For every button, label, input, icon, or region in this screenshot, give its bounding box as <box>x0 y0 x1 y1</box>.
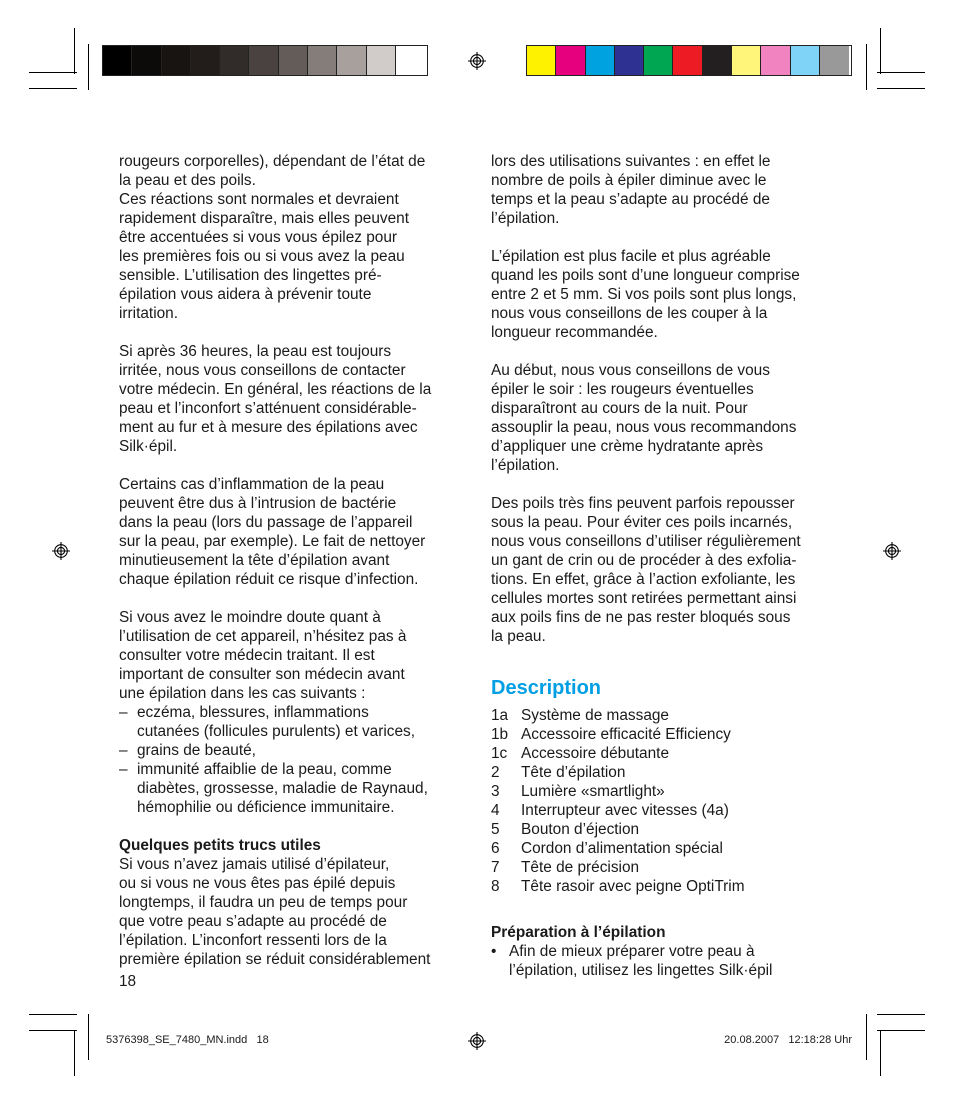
page-number: 18 <box>119 973 137 990</box>
section-title: Préparation à l’épilation <box>491 924 666 941</box>
color-swatch <box>191 46 220 75</box>
paragraph: Au début, nous vous conseillons de vous épiler le soir : les rougeurs éventuelles disparaîtront au cours de la nuit. Pour assouplir la peau, nous vous recommandons d’appliquer une crème hydratante après l’épilation. <box>491 362 797 474</box>
paragraph: Des poils très fins peuvent parfois repousser sous la peau. Pour éviter ces poils incarnés, nous vous conseillons d’utiliser régulièrement un gant de crin ou de procéder à des exfolia- tions. En effet, grâce à l’action exfoliante, les cellules mortes sont retirées permettant ainsi aux poils fins de ne pas rester bloqués sous la peau. <box>491 495 801 645</box>
registration-mark-icon <box>883 542 901 560</box>
color-swatch <box>732 46 761 75</box>
color-swatch <box>556 46 585 75</box>
crop-mark <box>88 44 89 90</box>
crop-mark <box>88 1014 89 1060</box>
crop-mark <box>880 28 881 74</box>
paragraph: Si vous n’avez jamais utilisé d’épilateur, ou si vous ne vous êtes pas épilé depuis longtemps, il faudra un peu de temps pour que votre peau s’adapte au procédé de l’épilation. L’inconfort ressenti lors de la première épilation se réduit considérablement <box>119 856 431 968</box>
color-swatch <box>586 46 615 75</box>
left-column <box>119 152 464 969</box>
section-title: Quelques petits trucs utiles <box>119 837 321 854</box>
crop-mark <box>29 1030 77 1031</box>
crop-mark <box>74 1030 75 1076</box>
color-swatch <box>103 46 132 75</box>
list-item: – immunité affaiblie de la peau, comme diabètes, grossesse, maladie de Raynaud, hémophilie ou déficience immunitaire. <box>119 760 464 817</box>
color-swatch <box>279 46 308 75</box>
list-item: 1a Système de massage <box>491 707 669 724</box>
right-column <box>491 152 836 980</box>
color-swatch <box>337 46 366 75</box>
color-swatch <box>367 46 396 75</box>
preparation-list <box>491 942 836 980</box>
paragraph: Si vous avez le moindre doute quant à l’utilisation de cet appareil, n’hésitez pas à consulter votre médecin traitant. Il est important de consulter son médecin avant une épilation dans les cas suivants : <box>119 609 407 702</box>
crop-mark <box>74 28 75 74</box>
condition-list <box>119 703 464 817</box>
color-swatch <box>396 46 425 75</box>
list-item: 2 Tête d’épilation <box>491 764 626 781</box>
color-swatch <box>527 46 556 75</box>
paragraph: Certains cas d’inflammation de la peau peuvent être dus à l’intrusion de bactérie dans la peau (lors du passage de l’appareil sur la peau, par exemple). Le fait de nettoyer minutieusement la tête d’épilation avant chaque épilation réduit ce risque d’infection. <box>119 476 426 588</box>
list-item: 8 Tête rasoir avec peigne OptiTrim <box>491 878 745 895</box>
cmyk-color-bar <box>526 45 852 76</box>
color-swatch <box>220 46 249 75</box>
color-swatch <box>615 46 644 75</box>
footer-file-info: 5376398_SE_7480_MN.indd 18 <box>106 1034 269 1046</box>
list-item: 3 Lumière «smartlight» <box>491 783 665 800</box>
list-item: – grains de beauté, <box>119 741 464 760</box>
registration-mark-icon <box>468 1032 486 1050</box>
footer-timestamp: 20.08.2007 12:18:28 Uhr <box>724 1034 852 1046</box>
color-swatch <box>820 46 849 75</box>
paragraph: lors des utilisations suivantes : en effet le nombre de poils à épiler diminue avec le temps et la peau s’adapte au procédé de l’épilation. <box>491 153 771 227</box>
description-heading: Description <box>491 677 602 699</box>
color-swatch <box>673 46 702 75</box>
color-swatch <box>644 46 673 75</box>
crop-mark <box>29 88 77 89</box>
list-item: 1c Accessoire débutante <box>491 745 670 762</box>
grayscale-color-bar <box>102 45 428 76</box>
list-item: 5 Bouton d’éjection <box>491 821 640 838</box>
color-swatch <box>703 46 732 75</box>
list-item: • Afin de mieux préparer votre peau à l’épilation, utilisez les lingettes Silk·épil <box>491 942 836 980</box>
crop-mark <box>866 44 867 90</box>
crop-mark <box>877 1030 925 1031</box>
color-swatch <box>791 46 820 75</box>
paragraph: Si après 36 heures, la peau est toujours irritée, nous vous conseillons de contacter votre médecin. En général, les réactions de la peau et l’inconfort s’atténuent considérable- ment au fur et à mesure des épilations avec Silk·épil. <box>119 343 432 455</box>
description-list <box>491 706 836 896</box>
color-swatch <box>761 46 790 75</box>
list-item: 1b Accessoire efficacité Efficiency <box>491 726 731 743</box>
color-swatch <box>249 46 278 75</box>
crop-mark <box>877 88 925 89</box>
registration-mark-icon <box>52 542 70 560</box>
paragraph: rougeurs corporelles), dépendant de l’état de la peau et des poils. Ces réactions sont normales et devraient rapidement disparaître, mais elles peuvent être accentuées si vous vous épilez pour les premières fois ou si vous avez la peau sensible. L’utilisation des lingettes pré- épilation vous aidera à prévenir toute irritation. <box>119 153 426 322</box>
list-item: 4 Interrupteur avec vitesses (4a) <box>491 802 729 819</box>
crop-mark <box>880 1030 881 1076</box>
color-swatch <box>162 46 191 75</box>
crop-mark <box>877 1014 925 1015</box>
crop-mark <box>29 1014 77 1015</box>
crop-mark <box>866 1014 867 1060</box>
color-swatch <box>308 46 337 75</box>
list-item: 6 Cordon d’alimentation spécial <box>491 840 723 857</box>
registration-mark-icon <box>468 52 486 70</box>
color-swatch <box>132 46 161 75</box>
crop-mark <box>29 72 77 73</box>
paragraph: L’épilation est plus facile et plus agréable quand les poils sont d’une longueur comprise entre 2 et 5 mm. Si vos poils sont plus longs, nous vous conseillons de les couper à la longueur recommandée. <box>491 248 800 341</box>
crop-mark <box>877 72 925 73</box>
list-item: – eczéma, blessures, inflammations cutanées (follicules purulents) et varices, <box>119 703 464 741</box>
list-item: 7 Tête de précision <box>491 859 640 876</box>
